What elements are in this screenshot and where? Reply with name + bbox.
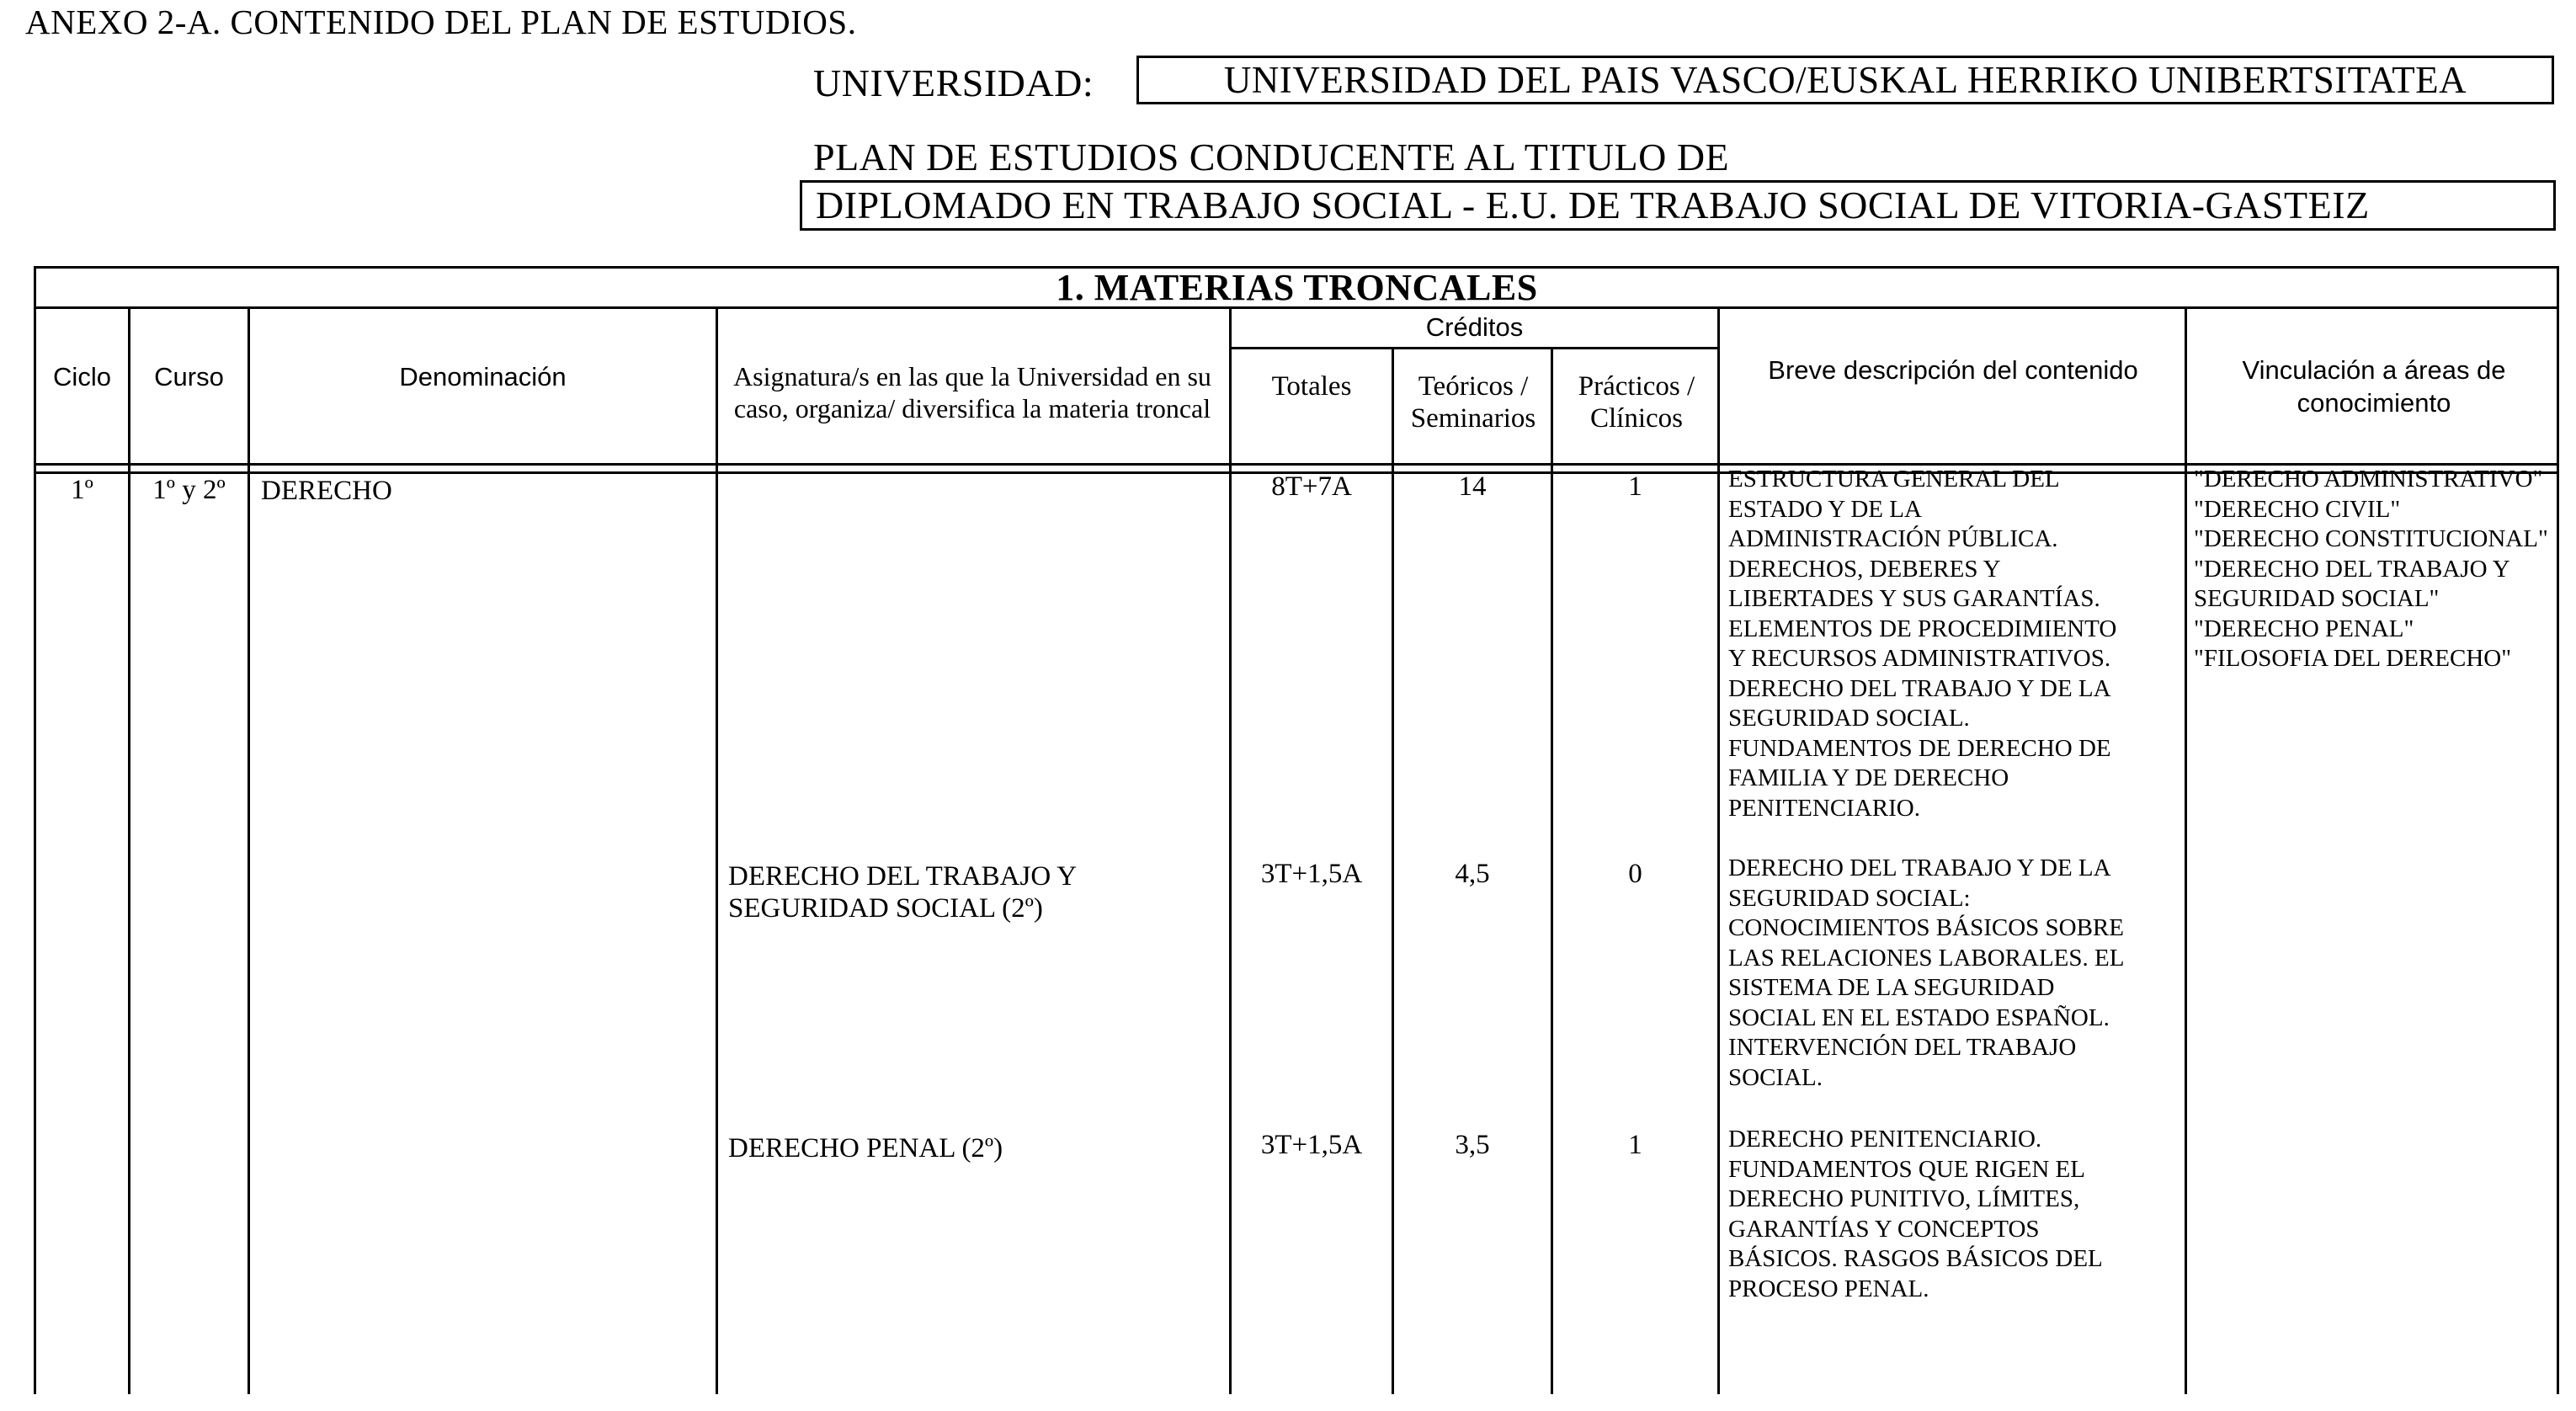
cell-practicos-2: 1 xyxy=(1628,1130,1642,1160)
header-asignaturas: Asignatura/s en las que la Universidad en su caso, organiza/ diversifica la materia troncal xyxy=(733,361,1211,423)
cell-teoricos-main: 14 xyxy=(1458,471,1487,502)
cell-practicos-1: 0 xyxy=(1628,859,1642,889)
cell-descripcion-1: DERECHO DEL TRABAJO Y DE LA SEGURIDAD SOCIAL: CONOCIMIENTOS BÁSICOS SOBRE LAS RELACIONES LABORALES. EL SISTEMA DE LA SEGURIDAD SOCIAL EN EL ESTADO ESPAÑOL. INTERVENCIÓN DEL TRABAJO SOCIAL. xyxy=(1728,855,2125,1091)
cell-descripcion-main: ESTRUCTURA GENERAL DEL ESTADO Y DE LA ADMINISTRACIÓN PÚBLICA. DERECHOS, DEBERES Y LIBERTADES Y SUS GARANTÍAS. ELEMENTOS DE PROCEDIMIENTO Y RECURSOS ADMINISTRATIVOS. DERECHO DEL TRABAJO Y DE LA SEGURIDAD SOCIAL. FUNDAMENTOS DE DERECHO DE FAMILIA Y DE DERECHO PENITENCIARIO. xyxy=(1728,466,2117,822)
cell-teoricos-1: 4,5 xyxy=(1455,859,1490,889)
vinculacion-item: "DERECHO ADMINISTRATIVO" xyxy=(2194,466,2543,493)
cell-asignatura-1: DERECHO DEL TRABAJO Y SEGURIDAD SOCIAL (2º) xyxy=(728,861,1076,924)
cell-totales-main: 8T+7A xyxy=(1271,471,1352,502)
cell-vinculacion xyxy=(2194,465,2552,674)
header-creditos: Créditos xyxy=(1425,312,1524,342)
header-teoricos: Teóricos / Seminarios xyxy=(1410,371,1536,434)
header-denominacion: Denominación xyxy=(399,362,567,391)
vinculacion-item: "DERECHO PENAL" xyxy=(2194,615,2414,642)
vinculacion-item: "DERECHO DEL TRABAJO Y SEGURIDAD SOCIAL" xyxy=(2194,555,2509,612)
vinculacion-item: "FILOSOFIA DEL DERECHO" xyxy=(2194,645,2512,672)
header-totales: Totales xyxy=(1271,371,1352,402)
cell-denominacion: DERECHO xyxy=(261,476,392,506)
header-practicos: Prácticos / Clínicos xyxy=(1578,371,1695,434)
vinculacion-item: "DERECHO CONSTITUCIONAL" xyxy=(2194,525,2548,552)
university-name-box: UNIVERSIDAD DEL PAIS VASCO/EUSKAL HERRIKO UNIBERTSITATEA xyxy=(1136,56,2554,104)
cell-totales-1: 3T+1,5A xyxy=(1260,859,1363,889)
header-descripcion: Breve descripción del contenido xyxy=(1768,355,2138,385)
cell-asignatura-2: DERECHO PENAL (2º) xyxy=(728,1133,1003,1163)
cell-practicos-main: 1 xyxy=(1628,471,1642,502)
header-vinculacion: Vinculación a áreas de conocimiento xyxy=(2242,355,2506,418)
cell-teoricos-2: 3,5 xyxy=(1455,1130,1490,1160)
cell-curso: 1º y 2º xyxy=(152,475,226,505)
section-title: 1. MATERIAS TRONCALES xyxy=(1056,267,1538,308)
plan-label: PLAN DE ESTUDIOS CONDUCENTE AL TITULO DE xyxy=(813,136,1730,178)
header-curso: Curso xyxy=(154,362,224,391)
cell-totales-2: 3T+1,5A xyxy=(1260,1130,1363,1160)
annex-title: ANEXO 2-A. CONTENIDO DEL PLAN DE ESTUDIOS. xyxy=(25,3,857,41)
cell-descripcion-2: DERECHO PENITENCIARIO. FUNDAMENTOS QUE RIGEN EL DERECHO PUNITIVO, LÍMITES, GARANTÍAS Y CONCEPTOS BÁSICOS. RASGOS BÁSICOS DEL PROCESO PENAL. xyxy=(1728,1126,2103,1302)
header-ciclo: Ciclo xyxy=(53,362,111,391)
plan-title-box: DIPLOMADO EN TRABAJO SOCIAL - E.U. DE TRABAJO SOCIAL DE VITORIA-GASTEIZ xyxy=(800,180,2556,231)
vinculacion-item: "DERECHO CIVIL" xyxy=(2194,495,2401,523)
university-label: UNIVERSIDAD: xyxy=(813,61,1094,104)
cell-ciclo: 1º xyxy=(71,475,93,505)
